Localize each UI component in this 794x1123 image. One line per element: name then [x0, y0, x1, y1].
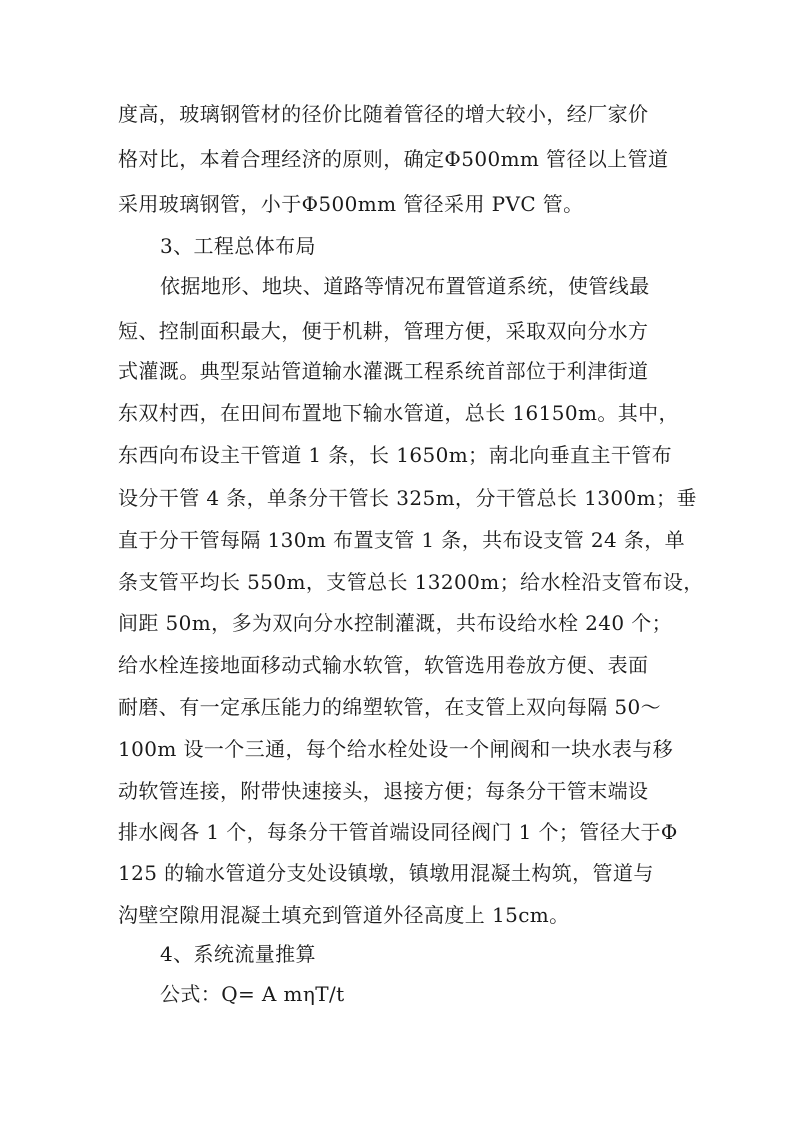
text-line: 式灌溉。典型泵站管道输水灌溉工程系统首部位于利津街道	[118, 359, 649, 383]
formula-line: 公式：Q= A mηT/t	[160, 982, 345, 1006]
text-line: 格对比，本着合理经济的原则，确定Φ500mm 管径以上管道	[118, 147, 669, 171]
text-line: 依据地形、地块、道路等情况布置管道系统，使管线最	[160, 274, 650, 298]
text-line: 直于分干管每隔 130m 布置支管 1 条，共布设支管 24 条，单	[118, 528, 686, 552]
text-line: 动软管连接，附带快速接头，退接方便；每条分干管末端设	[118, 779, 649, 803]
text-line: 给水栓连接地面移动式输水软管，软管选用卷放方便、表面	[118, 653, 649, 677]
text-line: 耐磨、有一定承压能力的绵塑软管，在支管上双向每隔 50～	[118, 695, 662, 719]
section-heading: 3、工程总体布局	[160, 234, 316, 258]
text-line: 东西向布设主干管道 1 条，长 1650m；南北向垂直主干管布	[118, 443, 673, 467]
text-line: 采用玻璃钢管，小于Φ500mm 管径采用 PVC 管。	[118, 192, 584, 216]
text-line: 100m 设一个三通，每个给水栓处设一个闸阀和一块水表与移	[118, 737, 674, 761]
text-line: 沟壁空隙用混凝土填充到管道外径高度上 15cm。	[118, 903, 570, 927]
text-line: 排水阀各 1 个，每条分干管首端设同径阀门 1 个；管径大于Φ	[118, 820, 678, 844]
text-line: 度高，玻璃钢管材的径价比随着管径的增大较小，经厂家价	[118, 102, 649, 126]
text-line: 短、控制面积最大，便于机耕，管理方便，采取双向分水方	[118, 319, 649, 343]
section-heading: 4、系统流量推算	[160, 942, 316, 966]
text-line: 设分干管 4 条，单条分干管长 325m，分干管总长 1300m；垂	[118, 486, 697, 510]
text-line: 条支管平均长 550m，支管总长 13200m；给水栓沿支管布设，	[118, 570, 704, 594]
text-line: 125 的输水管道分支处设镇墩，镇墩用混凝土构筑，管道与	[118, 861, 654, 885]
text-line: 间距 50m，多为双向分水控制灌溉，共布设给水栓 240 个；	[118, 611, 673, 635]
text-line: 东双村西，在田间布置地下输水管道，总长 16150m。其中，	[118, 401, 679, 425]
